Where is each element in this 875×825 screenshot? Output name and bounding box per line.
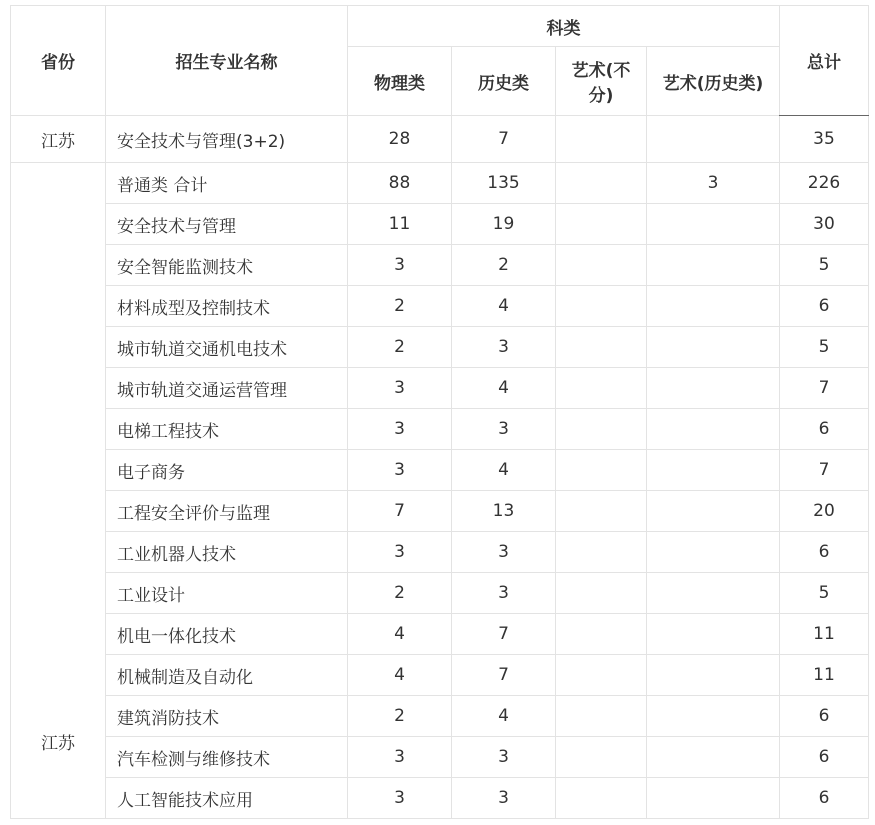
major-cell: 城市轨道交通机电技术 <box>106 327 348 368</box>
physics-cell: 3 <box>348 450 452 491</box>
art-none-cell <box>556 286 647 327</box>
province-cell: 江苏 <box>11 116 106 163</box>
total-cell: 226 <box>780 163 869 204</box>
art-history-cell <box>647 409 780 450</box>
art-history-cell <box>647 737 780 778</box>
art-none-header: 艺术(不分) <box>556 47 647 116</box>
table-row <box>11 116 869 163</box>
art-history-cell <box>647 778 780 819</box>
total-cell: 11 <box>780 614 869 655</box>
art-none-cell <box>556 614 647 655</box>
table-row <box>11 163 869 204</box>
total-cell: 6 <box>780 778 869 819</box>
art-history-cell <box>647 245 780 286</box>
province-header: 省份 <box>11 6 106 116</box>
major-cell: 机电一体化技术 <box>106 614 348 655</box>
major-cell: 建筑消防技术 <box>106 696 348 737</box>
art-none-cell <box>556 737 647 778</box>
table-row <box>11 286 869 327</box>
art-none-cell <box>556 163 647 204</box>
major-cell: 普通类 合计 <box>106 163 348 204</box>
major-cell: 电子商务 <box>106 450 348 491</box>
history-cell: 4 <box>452 368 556 409</box>
art-none-cell <box>556 245 647 286</box>
major-cell: 安全技术与管理 <box>106 204 348 245</box>
table-row <box>11 573 869 614</box>
physics-cell: 28 <box>348 116 452 163</box>
art-history-cell <box>647 327 780 368</box>
history-cell: 4 <box>452 450 556 491</box>
physics-cell: 3 <box>348 532 452 573</box>
physics-header: 物理类 <box>348 47 452 116</box>
history-cell: 7 <box>452 116 556 163</box>
art-none-cell <box>556 116 647 163</box>
major-cell: 工业设计 <box>106 573 348 614</box>
art-none-cell <box>556 778 647 819</box>
art-history-cell <box>647 204 780 245</box>
art-history-cell <box>647 655 780 696</box>
history-cell: 19 <box>452 204 556 245</box>
table-row <box>11 532 869 573</box>
major-cell: 城市轨道交通运营管理 <box>106 368 348 409</box>
art-history-cell <box>647 116 780 163</box>
table-row <box>11 245 869 286</box>
table-row <box>11 368 869 409</box>
physics-cell: 4 <box>348 614 452 655</box>
total-cell: 6 <box>780 696 869 737</box>
history-cell: 3 <box>452 409 556 450</box>
table-row <box>11 409 869 450</box>
total-cell: 6 <box>780 532 869 573</box>
art-history-cell <box>647 573 780 614</box>
physics-cell: 3 <box>348 368 452 409</box>
table-row <box>11 450 869 491</box>
total-cell: 7 <box>780 368 869 409</box>
history-cell: 3 <box>452 327 556 368</box>
history-cell: 2 <box>452 245 556 286</box>
major-cell: 工业机器人技术 <box>106 532 348 573</box>
art-history-cell <box>647 368 780 409</box>
physics-cell: 88 <box>348 163 452 204</box>
history-cell: 4 <box>452 696 556 737</box>
art-history-cell <box>647 614 780 655</box>
art-history-cell <box>647 696 780 737</box>
major-cell: 安全智能监测技术 <box>106 245 348 286</box>
major-cell: 机械制造及自动化 <box>106 655 348 696</box>
table-row <box>11 778 869 819</box>
physics-cell: 3 <box>348 778 452 819</box>
history-cell: 7 <box>452 655 556 696</box>
total-cell: 6 <box>780 409 869 450</box>
art-none-cell <box>556 491 647 532</box>
total-cell: 5 <box>780 245 869 286</box>
art-none-cell <box>556 696 647 737</box>
physics-cell: 3 <box>348 409 452 450</box>
province-cell: 江苏 <box>11 163 106 819</box>
art-history-cell: 3 <box>647 163 780 204</box>
total-header: 总计 <box>780 6 869 116</box>
art-history-header: 艺术(历史类) <box>647 47 780 116</box>
art-none-cell <box>556 204 647 245</box>
total-cell: 30 <box>780 204 869 245</box>
art-none-cell <box>556 450 647 491</box>
total-cell: 20 <box>780 491 869 532</box>
art-history-cell <box>647 450 780 491</box>
physics-cell: 2 <box>348 327 452 368</box>
category-header: 科类 <box>348 6 780 47</box>
total-cell: 6 <box>780 737 869 778</box>
art-history-cell <box>647 532 780 573</box>
physics-cell: 3 <box>348 245 452 286</box>
table-row <box>11 655 869 696</box>
total-cell: 5 <box>780 573 869 614</box>
history-cell: 4 <box>452 286 556 327</box>
table-row <box>11 696 869 737</box>
total-cell: 5 <box>780 327 869 368</box>
physics-cell: 7 <box>348 491 452 532</box>
enrollment-table <box>10 5 869 819</box>
art-none-cell <box>556 327 647 368</box>
history-cell: 7 <box>452 614 556 655</box>
physics-cell: 3 <box>348 737 452 778</box>
major-cell: 电梯工程技术 <box>106 409 348 450</box>
major-cell: 安全技术与管理(3+2) <box>106 116 348 163</box>
art-none-cell <box>556 655 647 696</box>
table-row <box>11 737 869 778</box>
total-cell: 6 <box>780 286 869 327</box>
total-cell: 35 <box>780 116 869 163</box>
total-cell: 11 <box>780 655 869 696</box>
art-none-cell <box>556 532 647 573</box>
total-cell: 7 <box>780 450 869 491</box>
art-history-cell <box>647 286 780 327</box>
table-row <box>11 614 869 655</box>
physics-cell: 4 <box>348 655 452 696</box>
history-cell: 135 <box>452 163 556 204</box>
table-row <box>11 204 869 245</box>
history-header: 历史类 <box>452 47 556 116</box>
art-none-cell <box>556 368 647 409</box>
art-none-cell <box>556 409 647 450</box>
major-cell: 人工智能技术应用 <box>106 778 348 819</box>
history-cell: 13 <box>452 491 556 532</box>
major-cell: 汽车检测与维修技术 <box>106 737 348 778</box>
history-cell: 3 <box>452 573 556 614</box>
art-none-cell <box>556 573 647 614</box>
physics-cell: 2 <box>348 286 452 327</box>
history-cell: 3 <box>452 737 556 778</box>
table-row <box>11 327 869 368</box>
history-cell: 3 <box>452 778 556 819</box>
physics-cell: 2 <box>348 696 452 737</box>
table-row <box>11 491 869 532</box>
major-cell: 材料成型及控制技术 <box>106 286 348 327</box>
major-cell: 工程安全评价与监理 <box>106 491 348 532</box>
major-header: 招生专业名称 <box>106 6 348 116</box>
physics-cell: 11 <box>348 204 452 245</box>
history-cell: 3 <box>452 532 556 573</box>
physics-cell: 2 <box>348 573 452 614</box>
art-history-cell <box>647 491 780 532</box>
